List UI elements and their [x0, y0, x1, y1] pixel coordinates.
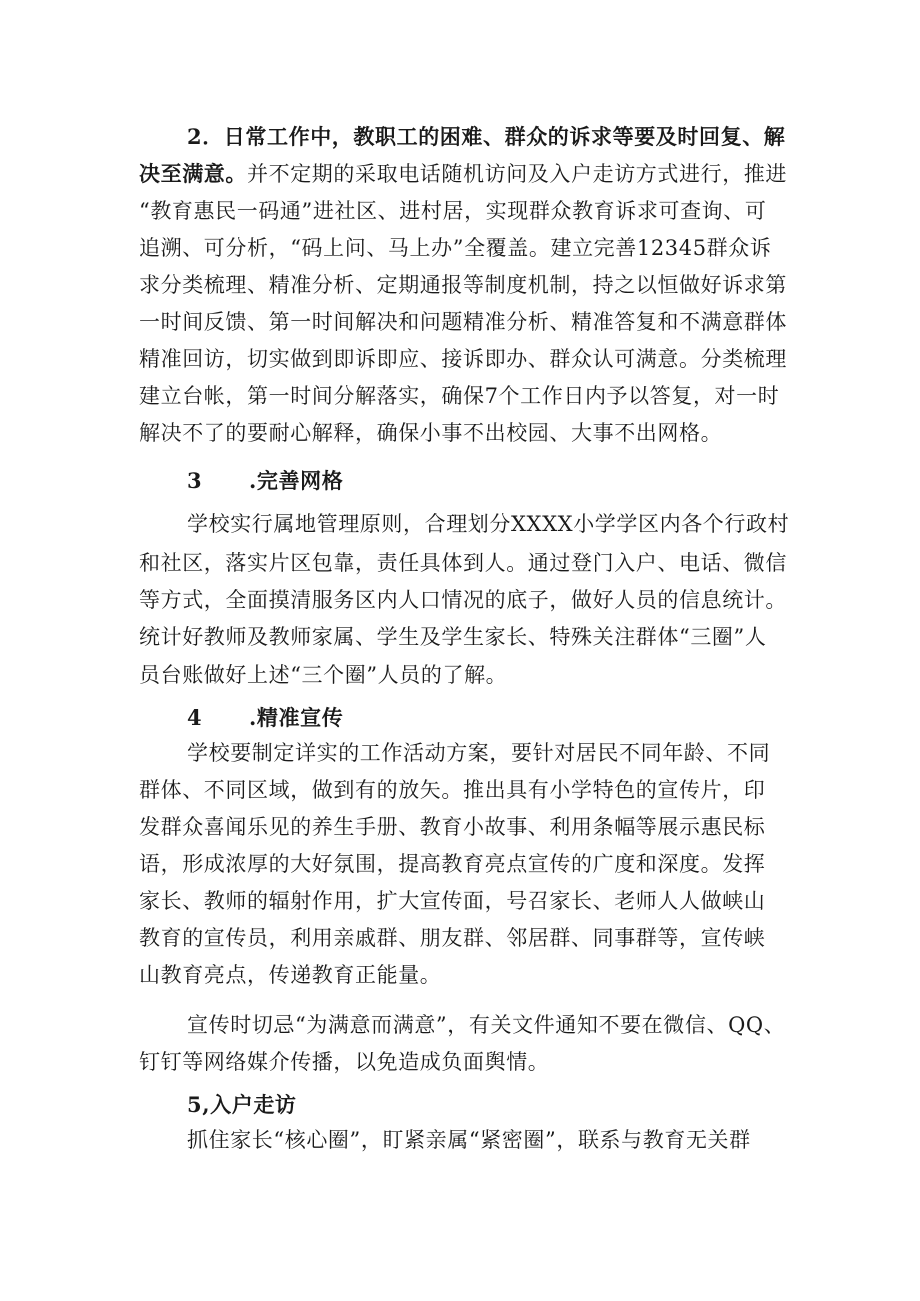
paragraph-line: 钉钉等网络媒介传播，以免造成负面舆情。 — [139, 1050, 550, 1074]
section5-heading: 5,入户走访 — [187, 1092, 297, 1117]
section2-line1-rest: 并不定期的采取电话随机访问及入户走访方式进行，推进 — [247, 162, 787, 186]
section3-heading — [187, 464, 343, 498]
paragraph-line: 语，形成浓厚的大好氛围，提高教育亮点宣传的广度和深度。发挥 — [139, 852, 766, 876]
paragraph-line: 和社区，落实片区包靠，责任具体到人。通过登门入户、电话、微信 — [139, 551, 787, 575]
section2-line — [139, 157, 787, 191]
section2-heading-line2: 决至满意。 — [139, 161, 247, 186]
paragraph-line: 员台账做好上述“三个圈”人员的了解。 — [139, 663, 508, 687]
paragraph-line: 建立台帐，第一时间分解落实，确保7个工作日内予以答复，对一时 — [139, 384, 780, 408]
paragraph-line: 等方式，全面摸清服务区内人口情况的底子，做好人员的信息统计。 — [139, 588, 787, 612]
section4-title: .精准宣传 — [249, 705, 344, 730]
section2-heading-line1: 2．日常工作中，教职工的困难、群众的诉求等要及时回复、解 — [187, 124, 786, 149]
paragraph-line: 学校要制定详实的工作活动方案，要针对居民不同年龄、不同 — [187, 741, 771, 765]
paragraph-line: “教育惠民一码通”进社区、进村居，实现群众教育诉求可查询、可 — [139, 199, 767, 223]
paragraph-line: 解决不了的要耐心解释，确保小事不出校园、大事不出网格。 — [139, 421, 723, 445]
section3-title: .完善网格 — [249, 468, 344, 493]
paragraph-line: 精准回访，切实做到即诉即应、接诉即办、群众认可满意。分类梳理 — [139, 347, 787, 371]
paragraph-line: 教育的宣传员，利用亲戚群、朋友群、邻居群、同事群等，宣传峡 — [139, 926, 766, 950]
section4-number: 4 — [187, 705, 203, 730]
paragraph-line: 抓住家长“核心圈”，盯紧亲属“紧密圈”，联系与教育无关群 — [187, 1128, 751, 1152]
paragraph-line: 学校实行属地管理原则，合理划分XXXX小学学区内各个行政村 — [187, 512, 790, 536]
section4-heading — [187, 701, 343, 735]
paragraph-line: 发群众喜闻乐见的养生手册、教育小故事、利用条幅等展示惠民标 — [139, 815, 766, 839]
paragraph-line: 家长、教师的辐射作用，扩大宣传面，号召家长、老师人人做峡山 — [139, 889, 766, 913]
paragraph-line: 群体、不同区域，做到有的放矢。推出具有小学特色的宣传片，印 — [139, 778, 766, 802]
paragraph-line: 一时间反馈、第一时间解决和问题精准分析、精准答复和不满意群体 — [139, 310, 787, 334]
paragraph-line: 山教育亮点，传递教育正能量。 — [139, 963, 442, 987]
section3-number: 3 — [187, 468, 203, 493]
paragraph-line: 统计好教师及教师家属、学生及学生家长、特殊关注群体“三圈”人 — [139, 625, 767, 649]
paragraph-line: 求分类梳理、精准分析、定期通报等制度机制，持之以恒做好诉求第 — [139, 273, 787, 297]
paragraph-line: 宣传时切忌“为满意而满意”，有关文件通知不要在微信、QQ、 — [187, 1013, 786, 1037]
paragraph-line: 追溯、可分析，“码上问、马上办”全覆盖。建立完善12345群众诉 — [139, 236, 772, 260]
